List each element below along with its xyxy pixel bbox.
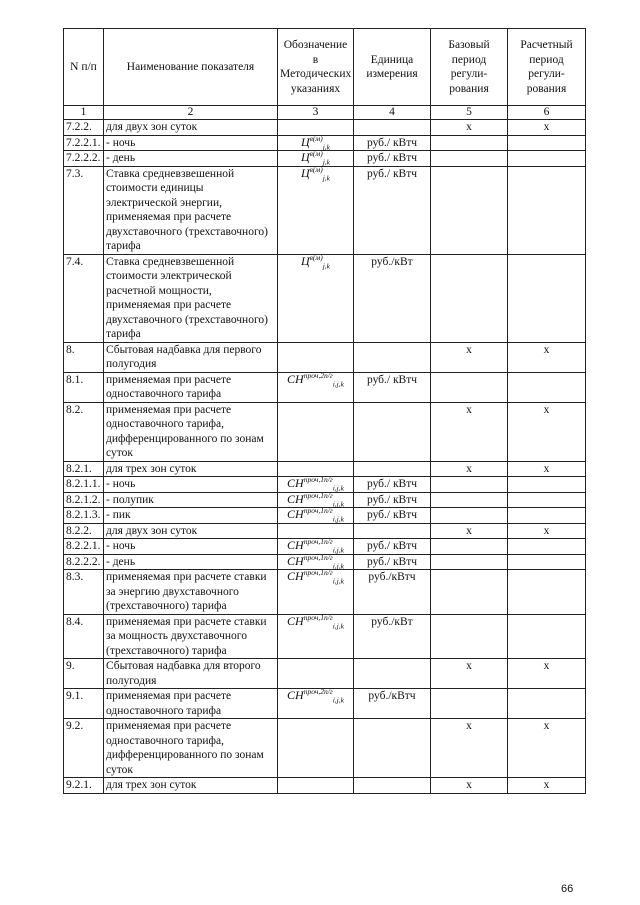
unit-cell: руб./ кВтч (354, 539, 431, 555)
unit-cell (354, 342, 431, 372)
symbol-superscript: проч,1п/г (303, 612, 333, 622)
calc-period-mark: x (508, 461, 586, 477)
base-period-mark (431, 254, 508, 342)
symbol-main: СН (287, 538, 304, 552)
unit-cell: руб./кВтч (354, 689, 431, 719)
symbol-superscript: проч,1п/г (303, 537, 333, 546)
unit-cell (354, 523, 431, 539)
row-number: 8.2.1.3. (64, 508, 104, 524)
designation-symbol (300, 164, 330, 182)
header-indicator-name: Наименование показателя (104, 29, 278, 106)
designation-cell (278, 342, 354, 372)
symbol-superscript: проч,1п/г (303, 568, 333, 577)
unit-cell: руб./ кВтч (354, 508, 431, 524)
designation-cell (278, 778, 354, 794)
table-row (64, 508, 586, 524)
row-number: 7.2.2.1. (64, 135, 104, 151)
base-period-mark: x (431, 659, 508, 689)
symbol-subscript: i,j,k (332, 498, 344, 508)
symbol-main: СН (287, 688, 304, 702)
base-period-mark (431, 554, 508, 570)
base-period-mark (431, 570, 508, 615)
base-period-mark (431, 477, 508, 493)
indicator-name: Сбытовая надбавка для первого полугодия (104, 342, 278, 372)
base-period-mark (431, 166, 508, 254)
designation-cell (278, 659, 354, 689)
unit-cell: руб./ кВтч (354, 554, 431, 570)
indicator-name: для двух зон суток (104, 120, 278, 136)
base-period-mark (431, 539, 508, 555)
symbol-superscript: проч,2п/г (303, 687, 333, 696)
symbol-subscript: i,j,k (332, 514, 344, 524)
designation-symbol (287, 475, 344, 493)
symbol-main: СН (287, 371, 304, 386)
calc-period-mark: x (508, 659, 586, 689)
row-number: 7.2.2. (64, 120, 104, 136)
designation-symbol (300, 149, 330, 167)
column-index-row (64, 106, 586, 120)
row-number: 8.2. (64, 402, 104, 461)
header-calc-period: Расчетный период регули-рования (508, 29, 586, 106)
indicator-name: - ночь (104, 135, 278, 151)
calc-period-mark (508, 151, 586, 167)
indicator-name: - ночь (104, 539, 278, 555)
symbol-main: Ц (300, 253, 310, 268)
designation-symbol (287, 552, 344, 570)
symbol-subscript: i,j,k (332, 576, 344, 586)
unit-cell: руб./ кВтч (354, 477, 431, 493)
document-page (63, 28, 585, 794)
header-number: N п/п (64, 29, 104, 106)
designation-symbol (287, 568, 344, 586)
indicator-name: применяемая при расчете одноставочного тарифа, дифференцированного по зонам суток (104, 719, 278, 778)
column-index: 4 (354, 106, 431, 120)
indicator-name: для двух зон суток (104, 523, 278, 539)
designation-symbol (287, 370, 344, 388)
indicator-name: Ставка средневзвешенной стоимости единицы электрической энергии, применяемая при расчете двухставочного (трехставочного) тарифа (104, 166, 278, 254)
row-number: 8.2.2.1. (64, 539, 104, 555)
designation-cell (278, 689, 354, 719)
symbol-superscript: в(м) (309, 133, 323, 143)
calc-period-mark (508, 372, 586, 402)
table-row (64, 342, 586, 372)
unit-cell (354, 461, 431, 477)
base-period-mark: x (431, 120, 508, 136)
unit-cell (354, 659, 431, 689)
unit-cell: руб./кВт (354, 614, 431, 659)
unit-cell: руб./ кВтч (354, 372, 431, 402)
row-number: 9.2.1. (64, 778, 104, 794)
row-number: 9.2. (64, 719, 104, 778)
symbol-main: Ц (300, 150, 310, 164)
table-row (64, 614, 586, 659)
row-number: 8.2.2.2. (64, 554, 104, 570)
indicator-name: - полупик (104, 492, 278, 508)
symbol-subscript: j,k (322, 172, 330, 182)
designation-symbol (287, 687, 344, 705)
row-number: 8.1. (64, 372, 104, 402)
row-number: 9.1. (64, 689, 104, 719)
designation-cell (278, 372, 354, 402)
base-period-mark (431, 614, 508, 659)
table-row (64, 402, 586, 461)
row-number: 8.4. (64, 614, 104, 659)
symbol-main: СН (287, 553, 304, 568)
unit-cell: руб./ кВтч (354, 151, 431, 167)
header-unit: Единица измерения (354, 29, 431, 106)
indicator-name: Сбытовая надбавка для второго полугодия (104, 659, 278, 689)
symbol-subscript: i,j,k (332, 378, 344, 388)
calc-period-mark: x (508, 523, 586, 539)
indicator-name: применяемая при расчете одноставочного тарифа (104, 372, 278, 402)
designation-symbol (287, 506, 344, 524)
indicator-name: Ставка средневзвешенной стоимости электрической расчетной мощности, применяемая при расчете двухставочного (трехставочного) тарифа (104, 254, 278, 342)
table-row (64, 689, 586, 719)
symbol-main: Ц (300, 165, 310, 180)
symbol-superscript: проч,1п/г (303, 506, 333, 515)
indicator-name: применяемая при расчете одноставочного тарифа, дифференцированного по зонам суток (104, 402, 278, 461)
designation-symbol (287, 490, 344, 508)
designation-cell (278, 570, 354, 615)
page-number: 66 (561, 883, 574, 895)
unit-cell: руб./ кВтч (354, 166, 431, 254)
designation-symbol (300, 133, 330, 151)
calc-period-mark: x (508, 719, 586, 778)
designation-symbol (287, 612, 344, 630)
symbol-subscript: j,k (322, 141, 330, 151)
table-row (64, 254, 586, 342)
symbol-subscript: i,j,k (332, 545, 344, 555)
table-row (64, 166, 586, 254)
calc-period-mark (508, 554, 586, 570)
designation-cell (278, 508, 354, 524)
unit-cell (354, 719, 431, 778)
designation-cell (278, 402, 354, 461)
unit-cell (354, 402, 431, 461)
symbol-main: СН (287, 569, 304, 583)
designation-cell (278, 166, 354, 254)
row-number: 9. (64, 659, 104, 689)
row-number: 8.2.1.1. (64, 477, 104, 493)
calc-period-mark: x (508, 120, 586, 136)
unit-cell (354, 778, 431, 794)
indicator-name: - день (104, 151, 278, 167)
row-number: 7.3. (64, 166, 104, 254)
calc-period-mark (508, 166, 586, 254)
column-index: 6 (508, 106, 586, 120)
base-period-mark: x (431, 342, 508, 372)
designation-cell (278, 614, 354, 659)
base-period-mark: x (431, 461, 508, 477)
base-period-mark (431, 492, 508, 508)
symbol-subscript: j,k (322, 157, 330, 167)
base-period-mark (431, 508, 508, 524)
symbol-main: СН (287, 476, 304, 490)
unit-cell: руб./ кВтч (354, 492, 431, 508)
indicator-name: - пик (104, 508, 278, 524)
symbol-superscript: в(м) (309, 252, 323, 262)
table-body (64, 120, 586, 794)
table-row (64, 778, 586, 794)
unit-cell: руб./кВтч (354, 570, 431, 615)
symbol-superscript: проч,1п/г (303, 490, 333, 500)
calc-period-mark (508, 614, 586, 659)
indicator-name: - ночь (104, 477, 278, 493)
calc-period-mark (508, 254, 586, 342)
row-number: 7.4. (64, 254, 104, 342)
symbol-subscript: i,j,k (332, 695, 344, 705)
symbol-main: СН (287, 507, 304, 521)
table-row (64, 372, 586, 402)
calc-period-mark (508, 135, 586, 151)
table-row (64, 151, 586, 167)
table-row (64, 120, 586, 136)
unit-cell: руб./кВт (354, 254, 431, 342)
designation-cell (278, 719, 354, 778)
table-row (64, 719, 586, 778)
calc-period-mark (508, 570, 586, 615)
symbol-main: СН (287, 613, 304, 628)
symbol-superscript: проч,1п/г (303, 475, 333, 484)
unit-cell: руб./ кВтч (354, 135, 431, 151)
indicator-name: - день (104, 554, 278, 570)
symbol-subscript: i,j,k (332, 560, 344, 570)
calc-period-mark: x (508, 342, 586, 372)
designation-cell (278, 254, 354, 342)
calc-period-mark: x (508, 402, 586, 461)
symbol-superscript: проч,1п/г (303, 552, 333, 562)
indicator-name: для трех зон суток (104, 461, 278, 477)
calc-period-mark: x (508, 778, 586, 794)
column-index: 3 (278, 106, 354, 120)
indicator-name: для трех зон суток (104, 778, 278, 794)
calc-period-mark (508, 689, 586, 719)
column-index: 1 (64, 106, 104, 120)
base-period-mark: x (431, 523, 508, 539)
row-number: 8.2.1. (64, 461, 104, 477)
symbol-subscript: j,k (322, 260, 330, 270)
symbol-superscript: в(м) (309, 149, 323, 158)
designation-symbol (300, 252, 330, 270)
base-period-mark (431, 135, 508, 151)
row-number: 7.2.2.2. (64, 151, 104, 167)
row-number: 8.3. (64, 570, 104, 615)
calc-period-mark (508, 508, 586, 524)
base-period-mark: x (431, 778, 508, 794)
base-period-mark (431, 372, 508, 402)
symbol-superscript: проч,2п/г (303, 370, 333, 380)
header-base-period: Базовый период регули-рования (431, 29, 508, 106)
indicator-name: применяемая при расчете одноставочного тарифа (104, 689, 278, 719)
designation-symbol (287, 537, 344, 555)
calc-period-mark (508, 477, 586, 493)
symbol-subscript: i,j,k (332, 620, 344, 630)
table-row (64, 570, 586, 615)
indicator-name: применяемая при расчете ставки за энергию двухставочного (трехставочного) тарифа (104, 570, 278, 615)
header-designation: Обозначение в Методических указаниях (278, 29, 354, 106)
symbol-main: Ц (300, 134, 310, 149)
table-row (64, 135, 586, 151)
base-period-mark: x (431, 719, 508, 778)
indicator-name: применяемая при расчете ставки за мощность двухставочного (трехставочного) тарифа (104, 614, 278, 659)
calc-period-mark (508, 492, 586, 508)
row-number: 8.2.1.2. (64, 492, 104, 508)
unit-cell (354, 120, 431, 136)
tariff-table (63, 28, 586, 794)
column-index: 2 (104, 106, 278, 120)
row-number: 8.2.2. (64, 523, 104, 539)
symbol-main: СН (287, 491, 304, 506)
table-header-row (64, 29, 586, 106)
base-period-mark (431, 151, 508, 167)
row-number: 8. (64, 342, 104, 372)
symbol-superscript: в(м) (309, 164, 323, 174)
symbol-subscript: i,j,k (332, 483, 344, 493)
calc-period-mark (508, 539, 586, 555)
base-period-mark (431, 689, 508, 719)
base-period-mark: x (431, 402, 508, 461)
table-row (64, 659, 586, 689)
column-index: 5 (431, 106, 508, 120)
